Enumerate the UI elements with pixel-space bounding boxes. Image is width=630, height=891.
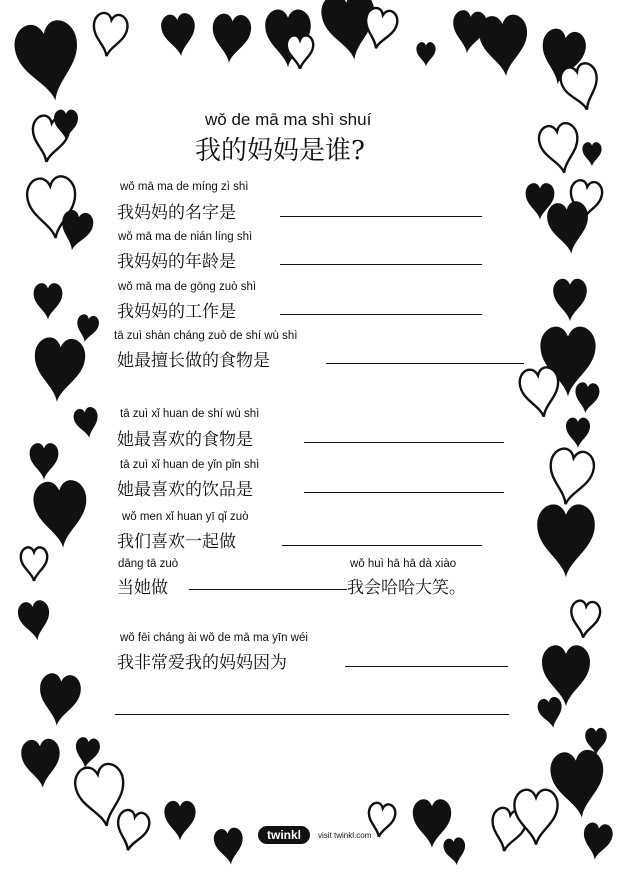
answer-line-best-dish[interactable] [326, 363, 524, 364]
heart-icon [537, 121, 583, 176]
heart-icon [72, 406, 101, 440]
heart-icon [546, 200, 592, 256]
heart-icon [213, 827, 245, 866]
heart-icon [32, 336, 87, 403]
prompt-fav-food-label: 她最喜欢的食物是 [117, 430, 253, 450]
heart-icon [11, 17, 86, 106]
answer-line-name[interactable] [280, 216, 482, 217]
prompt-age-label: 我妈妈的年龄是 [117, 252, 236, 272]
heart-icon [542, 645, 590, 706]
title-pinyin: wǒ de mā ma shì shuí [205, 110, 372, 129]
heart-icon [573, 382, 600, 415]
prompt-love-label: 我非常爱我的妈妈因为 [117, 653, 287, 673]
heart-icon [113, 808, 152, 853]
heart-icon [164, 801, 195, 840]
prompt-best-dish-label: 她最擅长做的食物是 [117, 351, 270, 371]
heart-icon [17, 599, 53, 642]
answer-line-love-1[interactable] [345, 666, 508, 667]
prompt-fav-drink-pinyin: tā zuì xǐ huan de yǐn pǐn shì [120, 459, 260, 471]
prompt-fav-food-pinyin: tā zuì xǐ huan de shí wù shì [120, 408, 260, 420]
heart-icon [582, 142, 601, 166]
heart-icon [566, 418, 590, 448]
heart-icon [536, 696, 565, 730]
heart-icon [558, 61, 605, 114]
prompt-name-pinyin: wǒ mā ma de míng zì shì [120, 181, 249, 193]
heart-icon [32, 479, 89, 549]
heart-icon [553, 279, 587, 322]
prompt-laugh-label-2: 我会哈哈大笑。 [347, 578, 466, 598]
prompt-love-pinyin: wǒ fēi cháng ài wǒ de mā ma yīn wéi [120, 632, 308, 644]
heart-icon [580, 821, 614, 861]
heart-icon [73, 736, 101, 769]
answer-line-together[interactable] [282, 545, 482, 546]
prompt-job-pinyin: wǒ mā ma de gōng zuò shì [118, 281, 257, 293]
heart-icon [518, 366, 563, 419]
heart-icon [514, 790, 557, 845]
answer-line-laugh[interactable] [189, 589, 347, 590]
heart-icon [416, 42, 435, 66]
page-title: 我的妈妈是谁? [195, 136, 365, 166]
answer-line-age[interactable] [280, 264, 482, 265]
heart-icon [443, 837, 468, 867]
footer [258, 826, 371, 844]
answer-line-fav-food[interactable] [304, 442, 504, 443]
heart-icon [210, 13, 252, 65]
heart-icon [537, 504, 595, 577]
heart-icon [36, 672, 82, 728]
prompt-together-pinyin: wǒ men xǐ huan yī qǐ zuò [122, 511, 249, 523]
prompt-laugh-pinyin-1: dāng tā zuò [118, 558, 179, 570]
visit-link[interactable]: visit twinkl.com [318, 830, 372, 840]
heart-icon [30, 443, 59, 479]
prompt-laugh-pinyin-2: wǒ huì hā hā dà xiào [350, 558, 457, 570]
prompt-age-pinyin: wǒ mā ma de nián líng shì [118, 231, 253, 243]
heart-icon [160, 12, 198, 58]
heart-icon [544, 447, 596, 508]
answer-line-fav-drink[interactable] [304, 492, 504, 493]
prompt-together-label: 我们喜欢一起做 [117, 532, 236, 552]
answer-line-love-2[interactable] [115, 714, 509, 715]
heart-icon [21, 547, 47, 580]
heart-icon [569, 600, 601, 639]
twinkl-logo[interactable]: twinkl [258, 826, 310, 844]
prompt-job-label: 我妈妈的工作是 [117, 302, 236, 322]
prompt-laugh-label-1: 当她做 [117, 578, 168, 598]
prompt-best-dish-pinyin: tā zuì shàn cháng zuò de shí wù shì [114, 330, 298, 342]
heart-icon [478, 14, 530, 78]
heart-icon [20, 738, 62, 789]
heart-icon [34, 283, 63, 319]
heart-icon [74, 313, 100, 344]
prompt-name-label: 我妈妈的名字是 [117, 203, 236, 223]
heart-icon [90, 12, 129, 59]
answer-line-job[interactable] [280, 314, 482, 315]
prompt-fav-drink-label: 她最喜欢的饮品是 [117, 480, 253, 500]
heart-icon [287, 35, 313, 68]
